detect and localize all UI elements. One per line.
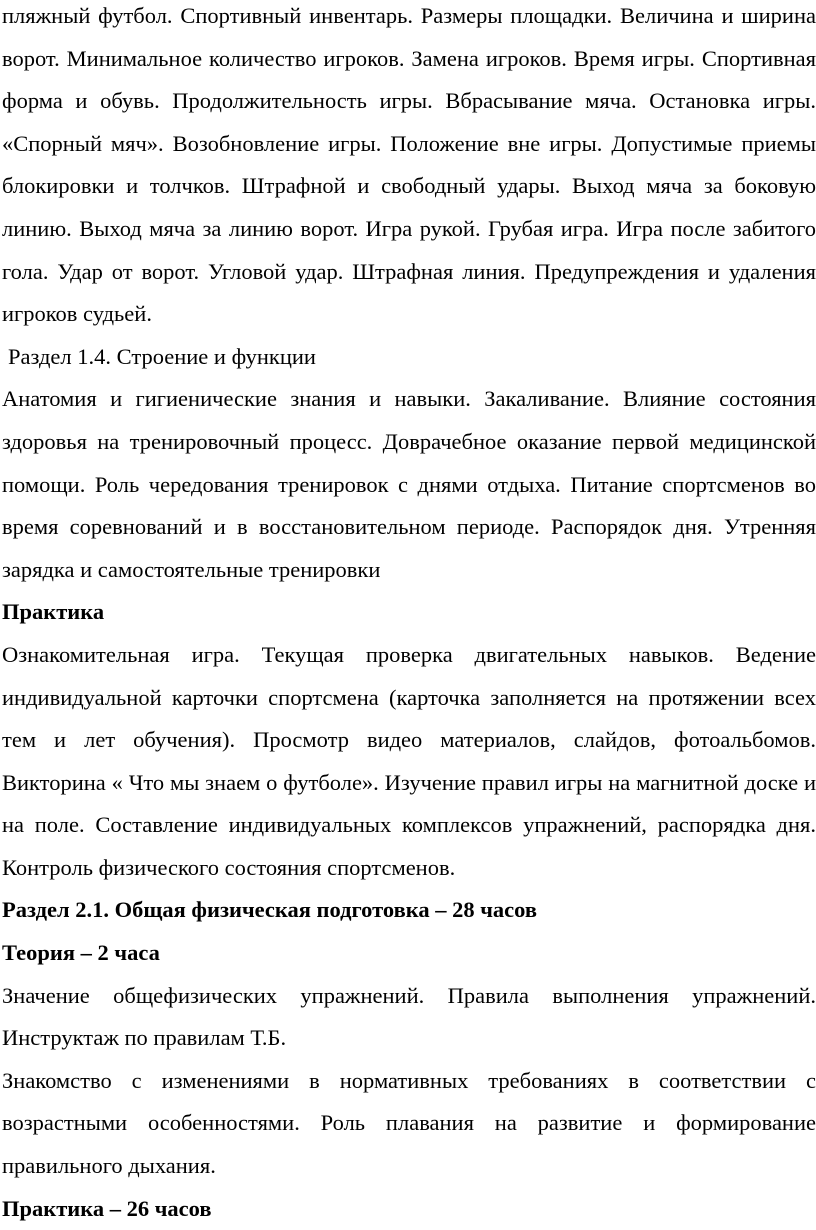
- paragraph-rules-continued: пляжный футбол. Спортивный инвентарь. Размеры площадки. Величина и ширина ворот. Минимальное количество игроков. Замена игроков. Время игры. Спортивная форма и обувь. Продолжительность игры. Вбрасывание мяча. Остановка игры. «Спорный мяч». Возобновление игры. Положение вне игры. Допустимые приемы блокировки и толчков. Штрафной и свободный удары. Выход мяча за боковую линию. Выход мяча за линию ворот. Игра рукой. Грубая игра. Игра после забитого гола. Удар от ворот. Угловой удар. Штрафная линия. Предупреждения и удаления игроков судьей.: [2, 3, 816, 327]
- paragraph-theory-2: Знакомство с изменениями в нормативных требованиях в соответствии с возрастными особенностями. Роль плавания на развитие и формирование правильного дыхания.: [2, 1067, 816, 1179]
- section-1-4-heading: Раздел 1.4. Строение и функции: [8, 343, 316, 369]
- paragraph-theory-1: Значение общефизических упражнений. Правила выполнения упражнений. Инструктаж по правилам Т.Б.: [2, 982, 816, 1051]
- practice-26-heading: Практика – 26 часов: [2, 1195, 212, 1221]
- paragraph-anatomy-theory: Анатомия и гигиенические знания и навыки. Закаливание. Влияние состояния здоровья на тренировочный процесс. Доврачебное оказание первой медицинской помощи. Роль чередования тренировок с днями отдыха. Питание спортсменов во время соревнований и в восстановительном периоде. Распорядок дня. Утренняя зарядка и самостоятельные тренировки: [2, 386, 816, 582]
- theory-heading: Теория – 2 часа: [2, 940, 160, 966]
- practice-heading: Практика: [2, 599, 105, 625]
- paragraph-practice: Ознакомительная игра. Текущая проверка двигательных навыков. Ведение индивидуальной карточки спортсмена (карточка заполняется на протяжении всех тем и лет обучения). Просмотр видео материалов, слайдов, фотоальбомов. Викторина « Что мы знаем о футболе». Изучение правил игры на магнитной доске и на поле. Составление индивидуальных комплексов упражнений, распорядка дня. Контроль физического состояния спортсменов.: [2, 641, 816, 880]
- section-2-1-heading: Раздел 2.1. Общая физическая подготовка – 28 часов: [2, 897, 537, 923]
